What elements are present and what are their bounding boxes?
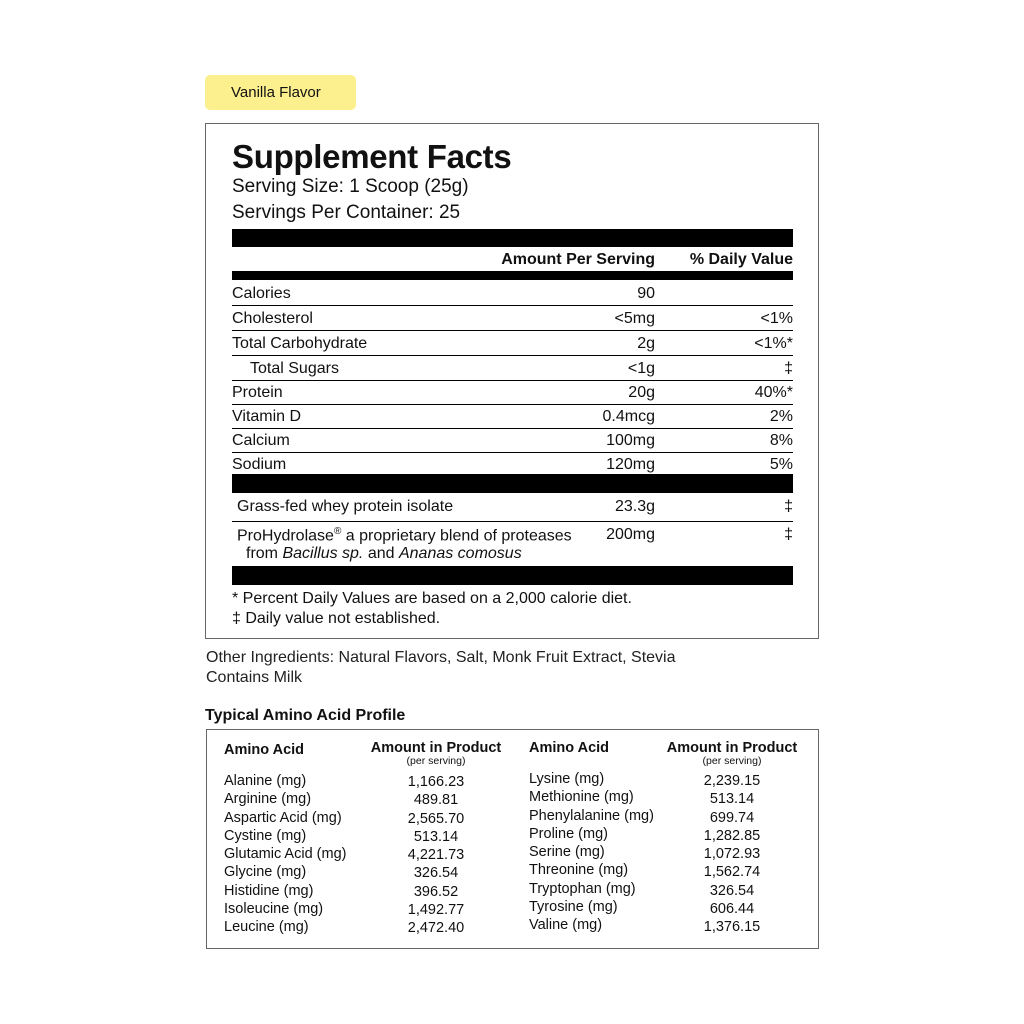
amino-value: 513.14 — [709, 791, 755, 808]
amino-value: 1,166.23 — [407, 774, 465, 790]
nutrient-row-total-sugars — [232, 356, 793, 381]
source-prefix: from — [246, 545, 283, 562]
amino-value: 4,221.73 — [407, 847, 465, 864]
amino-name: Valine (mg) — [529, 917, 603, 934]
nutrient-dv: <1%* — [754, 335, 793, 352]
amino-value: 1,072.93 — [703, 846, 761, 863]
amino-row — [224, 901, 514, 919]
ingredient-dv: ‡ — [784, 498, 793, 515]
nutrient-amount: 120mg — [606, 456, 655, 473]
nutrient-amount: 20g — [628, 384, 655, 401]
amino-row — [529, 899, 814, 917]
amino-row — [529, 789, 814, 807]
serving-size: Serving Size: 1 Scoop (25g) — [232, 176, 469, 197]
amino-row — [529, 771, 814, 789]
amino-value: 326.54 — [413, 865, 459, 882]
nutrient-row-calories — [232, 281, 793, 306]
nutrient-dv: ‡ — [784, 360, 793, 377]
amino-row — [529, 881, 814, 899]
amino-name: Alanine (mg) — [224, 773, 307, 789]
amino-name: Methionine (mg) — [529, 789, 634, 806]
source-species-1: Bacillus sp. — [282, 545, 364, 562]
amount-header — [657, 740, 807, 767]
amino-row — [529, 826, 814, 844]
nutrient-name: Sodium — [232, 456, 287, 473]
other-ingredients: Other Ingredients: Natural Flavors, Salt, Monk Fruit Extract, Stevia — [206, 649, 676, 666]
ingredient-amount: 23.3g — [614, 498, 655, 515]
amino-name: Proline (mg) — [529, 825, 608, 842]
amino-row — [529, 862, 814, 880]
amino-acid-table — [206, 729, 819, 949]
nutrient-row-vitamin-d — [232, 404, 793, 429]
amino-row — [224, 846, 514, 864]
nutrient-name: Total Carbohydrate — [232, 335, 368, 352]
amino-value: 1,376.15 — [703, 919, 761, 936]
amino-row — [224, 791, 514, 809]
nutrient-name: Vitamin D — [232, 408, 302, 425]
amount-header-sub: (per serving) — [702, 755, 762, 767]
nutrient-name: Cholesterol — [232, 310, 313, 327]
amino-acid-header: Amino Acid — [224, 742, 305, 758]
amino-list-right — [529, 771, 814, 936]
supplement-facts-panel — [205, 123, 819, 639]
amino-value: 1,282.85 — [703, 827, 761, 844]
registered-mark: ® — [333, 526, 342, 537]
amino-name: Tryptophan (mg) — [529, 880, 636, 897]
amount-header-label: Amount in Product — [370, 740, 502, 756]
amino-row — [529, 808, 814, 826]
amino-value: 489.81 — [413, 792, 459, 809]
ingredient-row-whey-isolate — [232, 498, 793, 522]
nutrient-row-cholesterol — [232, 306, 793, 331]
amino-name: Glycine (mg) — [224, 864, 307, 881]
divider-bar-thick — [232, 474, 793, 493]
amino-value: 326.54 — [709, 882, 755, 899]
nutrient-amount: 2g — [637, 335, 655, 352]
amino-value: 1,562.74 — [703, 864, 761, 881]
nutrient-amount: 100mg — [606, 432, 655, 449]
divider-bar-thick — [232, 229, 793, 247]
footnote-daily-values: * Percent Daily Values are based on a 2,000 calorie diet. — [232, 590, 632, 607]
amino-row — [224, 864, 514, 882]
amount-per-serving-header: Amount Per Serving — [501, 251, 655, 268]
ingredient-name: Grass-fed whey protein isolate — [237, 498, 454, 515]
nutrient-dv: <1% — [760, 310, 793, 327]
amino-row — [529, 844, 814, 862]
amino-value: 1,492.77 — [407, 902, 465, 919]
divider-bar-thick — [232, 566, 793, 585]
nutrient-amount: 90 — [637, 285, 655, 302]
flavor-badge: Vanilla Flavor — [205, 75, 356, 110]
amino-name: Phenylalanine (mg) — [529, 807, 654, 824]
nutrient-dv: 40%* — [754, 384, 793, 401]
nutrient-name: Calories — [232, 285, 291, 302]
amino-row — [529, 917, 814, 935]
amino-row — [224, 919, 514, 937]
amino-name: Leucine (mg) — [224, 919, 309, 936]
amino-row — [224, 828, 514, 846]
servings-per-container: Servings Per Container: 25 — [232, 202, 461, 223]
daily-value-header: % Daily Value — [689, 251, 793, 268]
amino-name: Serine (mg) — [529, 844, 605, 861]
amount-header — [361, 740, 511, 767]
nutrient-dv: 5% — [769, 456, 793, 473]
source-species-2: Ananas comosus — [398, 545, 522, 562]
amount-header-label: Amount in Product — [666, 740, 798, 756]
ingredient-name — [237, 526, 572, 545]
ingredient-description: a proprietary blend of proteases — [341, 527, 572, 545]
amino-profile-title: Typical Amino Acid Profile — [205, 707, 406, 724]
source-conjunction: and — [363, 545, 399, 562]
amino-value: 513.14 — [413, 828, 459, 845]
amino-name: Isoleucine (mg) — [224, 901, 324, 918]
divider-bar-medium — [232, 271, 793, 280]
nutrient-row-calcium — [232, 428, 793, 453]
amino-row — [224, 773, 514, 791]
amino-name: Arginine (mg) — [224, 791, 312, 808]
amino-name: Aspartic Acid (mg) — [224, 809, 342, 826]
amino-name: Cystine (mg) — [224, 827, 307, 844]
nutrient-name: Total Sugars — [250, 360, 339, 377]
nutrient-dv: 8% — [769, 432, 793, 449]
amino-value: 2,239.15 — [703, 773, 761, 789]
amino-name: Threonine (mg) — [529, 862, 629, 879]
amino-name: Tyrosine (mg) — [529, 899, 618, 916]
nutrient-row-sodium — [232, 452, 793, 477]
nutrient-row-protein — [232, 380, 793, 405]
amino-value: 699.74 — [709, 809, 755, 826]
nutrient-amount: <5mg — [614, 310, 655, 327]
amino-value: 2,472.40 — [407, 920, 465, 937]
ingredient-dv: ‡ — [784, 526, 793, 543]
facts-title: Supplement Facts — [232, 138, 512, 175]
ingredient-brand: ProHydrolase — [237, 527, 334, 545]
nutrient-amount: 0.4mcg — [602, 408, 655, 425]
ingredient-row-prohydrolase — [232, 526, 793, 566]
amino-row — [224, 810, 514, 828]
amino-list-left — [224, 773, 514, 938]
amino-name: Lysine (mg) — [529, 771, 605, 787]
ingredient-amount: 200mg — [606, 526, 655, 543]
amino-row — [224, 883, 514, 901]
nutrient-row-total-carbohydrate — [232, 331, 793, 356]
amino-value: 396.52 — [413, 883, 459, 900]
ingredient-source — [246, 545, 522, 563]
amino-value: 606.44 — [709, 901, 755, 918]
amino-name: Histidine (mg) — [224, 882, 314, 899]
footnote-not-established: ‡ Daily value not established. — [232, 610, 441, 627]
amount-header-sub: (per serving) — [406, 755, 466, 767]
amino-acid-header: Amino Acid — [529, 740, 610, 756]
nutrient-dv: 2% — [769, 408, 793, 425]
allergen-statement: Contains Milk — [206, 669, 303, 686]
nutrient-name: Calcium — [232, 432, 290, 449]
amino-name: Glutamic Acid (mg) — [224, 846, 347, 863]
amino-value: 2,565.70 — [407, 810, 465, 827]
nutrient-name: Protein — [232, 384, 283, 401]
nutrient-amount: <1g — [627, 360, 655, 377]
